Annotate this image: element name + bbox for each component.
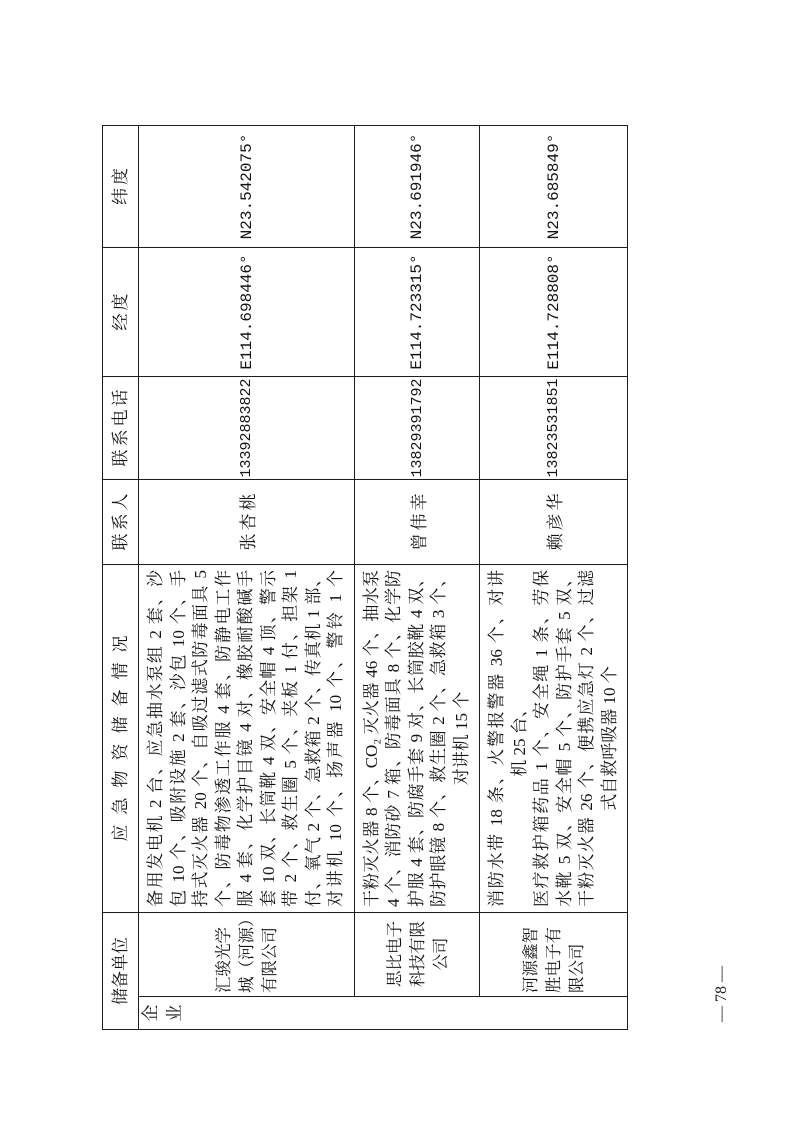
header-latitude: 纬度 [103, 126, 139, 248]
unit-name-line: 科技有限 [407, 921, 427, 987]
contact-phone: 13829391792 [355, 377, 480, 480]
latitude-value: N23.691946° [355, 126, 480, 248]
latitude-value: N23.685849° [480, 126, 628, 248]
materials-line: 持式灭火器 20 个、自吸过滤式防毒面具 5 [191, 570, 211, 907]
materials-line: 带 2 个、救生圈 5 个、夹板 1 付、担架 1 [281, 570, 301, 907]
unit-name-cell [480, 913, 628, 997]
materials-line: 干粉灭火器 8 个、CO₂ 灭火器 46 个、抽水泵 [361, 570, 381, 907]
header-phone: 联系电话 [103, 377, 139, 480]
longitude-value: E114.698446° [139, 248, 355, 377]
emergency-supplies-table [102, 125, 628, 1030]
longitude-value: E114.723315° [355, 248, 480, 377]
category-cell [139, 997, 628, 1030]
materials-line: 套 10 双、长筒靴 4 双、安全帽 4 顶、警示 [258, 570, 278, 907]
contact-person: 张杏桃 [139, 480, 355, 565]
materials-line: 水靴 5 双、安全帽 5 个、防护手套 5 双、 [554, 570, 574, 907]
category-label: 企业 [141, 1004, 184, 1022]
materials-line: 式自救呼吸器 10 个 [599, 666, 619, 811]
unit-name-line: 思比电子 [384, 921, 404, 987]
table-row [355, 126, 480, 1030]
materials-line: 对讲机 15 个 [451, 691, 471, 786]
materials-line: 付、氧气 2 个、急救箱 2 个、传真机 1 部、 [303, 570, 323, 907]
contact-phone: 13823531851 [480, 377, 628, 480]
materials-line: 服 4 套、化学护目镜 4 对、橡胶耐酸碱手 [236, 570, 256, 907]
unit-name-line: 胜电子有 [544, 927, 563, 993]
materials-line: 对讲机 10 个、扬声器 10 个、警铃 1 个 [326, 570, 346, 907]
materials-line: 备用发电机 2 台、应急抽水泵组 2 套、沙 [146, 570, 166, 907]
materials-cell [355, 565, 480, 913]
materials-line: 4 个、消防砂 7 箱、防毒面具 8 个、化学防 [384, 570, 404, 907]
materials-line: 消防水带 18 条、火警报警器 36 个、对讲 [487, 570, 506, 907]
unit-name-line: 限公司 [567, 943, 586, 993]
rotated-table-container [102, 126, 627, 1030]
materials-cell [139, 565, 355, 913]
contact-person: 曾伟幸 [355, 480, 480, 565]
latitude-value: N23.542075° [139, 126, 355, 248]
unit-name-line: 河源鑫智 [521, 927, 540, 993]
unit-name-line: 有限公司 [260, 927, 279, 993]
materials-line: 干粉灭火器 26 个、便携应急灯 2 个、过滤 [577, 570, 596, 907]
contact-phone: 13392883822 [139, 377, 355, 480]
header-materials: 应急物资储备情况 [103, 565, 139, 913]
unit-name-line: 汇骏光学 [214, 927, 233, 993]
unit-name-line: 公司 [430, 937, 450, 971]
header-unit: 储备单位 [103, 913, 139, 1030]
page-number: — 78 — [713, 966, 730, 1022]
table-row [480, 126, 628, 1030]
materials-line: 医疗救护箱药品 1 个、安全绳 1 条、劳保 [532, 570, 551, 907]
materials-line: 防护眼镜 8 个、救生圈 2 个、急救箱 3 个、 [429, 570, 449, 907]
contact-person: 赖彦华 [480, 480, 628, 565]
header-contact: 联系人 [103, 480, 139, 565]
unit-name-line: 城（河源） [237, 910, 256, 993]
materials-line: 包 10 个、吸附设施 2 套、沙包 10 个、手 [168, 570, 188, 907]
materials-line: 护服 4 套、防腐手套 9 对、长筒胶靴 4 双、 [406, 570, 426, 907]
materials-cell [480, 565, 628, 913]
materials-line: 机 25 台、 [509, 700, 529, 777]
header-longitude: 经度 [103, 248, 139, 377]
longitude-value: E114.728808° [480, 248, 628, 377]
unit-name-cell [139, 910, 355, 997]
materials-line: 个、防毒物渗透工作服 4 套、防静电工作 [213, 570, 233, 907]
table-row [139, 126, 355, 1030]
unit-name-cell [355, 913, 480, 997]
header-row [103, 126, 139, 1030]
